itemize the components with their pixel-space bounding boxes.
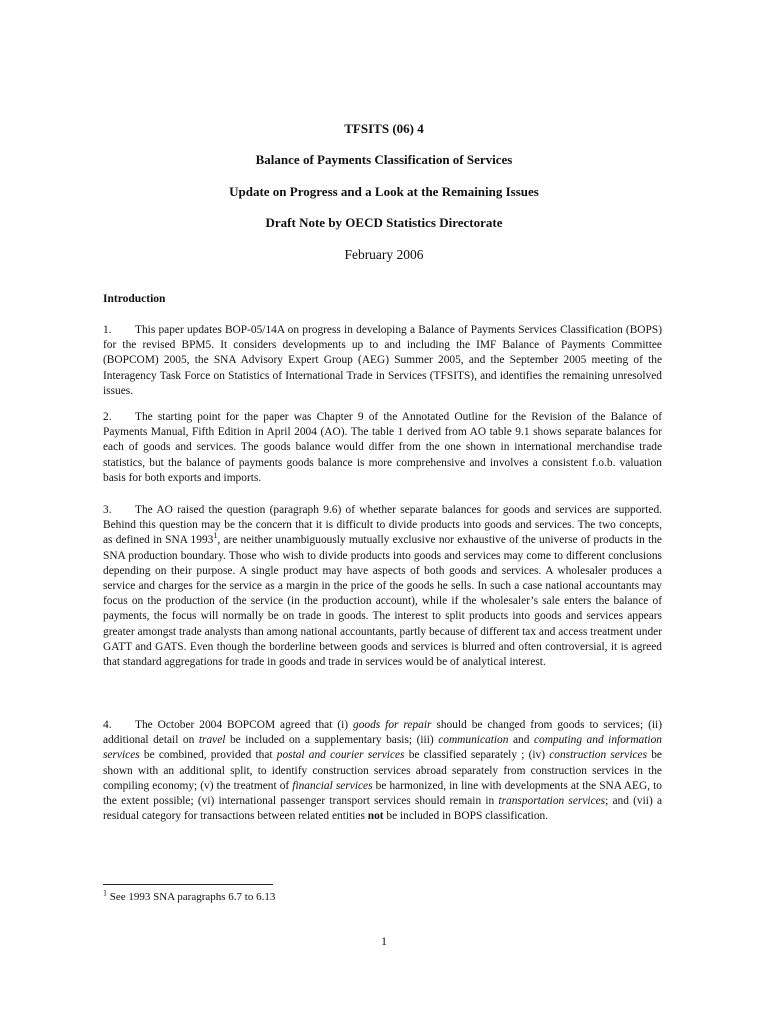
section-title-introduction: Introduction: [103, 293, 166, 305]
document-reference: TFSITS (06) 4: [344, 121, 424, 136]
document-title: Balance of Payments Classification of Services: [255, 152, 513, 167]
paragraph-number: 1.: [103, 324, 112, 336]
paragraph-text: and: [508, 734, 534, 747]
page-number: 1: [381, 934, 387, 948]
paragraph-text: be shown with an additional split, to identify construction services abroad separately from construction services in the compiling economy; (v) the treatment of: [103, 749, 662, 792]
paragraph-text: be classified separately ; (iv): [404, 749, 550, 762]
footnote: [103, 890, 275, 904]
paragraph-text: The AO raised the question (paragraph 9.6) of whether separate balances for goods and services are supported. Behind this question may be the concern that it is difficult to divide products into goods and services. The two concepts, as defined in SNA 1993: [103, 504, 662, 547]
term-goods-for-repair: goods for repair: [353, 719, 432, 731]
footnote-separator: [103, 884, 273, 885]
paragraph-text: be harmonized, in line with developments at the SNA AEG, to the extent possible; (vi) international passenger transport services should remain in: [103, 779, 663, 808]
term-communication: communication: [438, 734, 509, 747]
term-construction-services: construction services: [549, 749, 648, 762]
draft-note-heading: Draft Note by OECD Statistics Directorate: [265, 215, 503, 230]
paragraph-2: [103, 410, 662, 486]
document-subtitle: Update on Progress and a Look at the Remaining Issues: [229, 184, 539, 199]
paragraph-text-continued: , are neither unambiguously mutually exclusive nor exhaustive of the universe of products in the SNA production boundary. Those who wish to divide products into goods and services may come to different conclusions depending on their purpose. A single product may have aspects of both goods and services. A wholesaler produces a service and charges for the service as a margin in the price of the goods he sells. In such a case national accountants may focus on the production of the service (in the production account), while if the wholesaler’s sale enters the balance of payments, the focus will normally be on trade in goods. The interest to split products into goods and services appears greater amongst trade analysts than among national accountants, partly because of different tax and access treatment under GATT and GATS. Even though the borderline between goods and services is blurred and often controversial, it is agreed that standard aggregations for trade in goods and trade in services would be of analytical interest.: [103, 534, 662, 669]
footnote-text: See 1993 SNA paragraphs 6.7 to 6.13: [107, 891, 276, 903]
term-travel: travel: [198, 734, 226, 747]
term-financial-services: financial services: [292, 779, 373, 792]
paragraph-1: [103, 323, 662, 399]
paragraph-4: [103, 718, 662, 824]
emphasis-not: not: [367, 810, 384, 823]
paragraph-3: [103, 503, 662, 670]
footnote-reference[interactable]: 1: [213, 531, 218, 541]
paragraph-number: 4.: [103, 719, 112, 731]
paragraph-text: The October 2004 BOPCOM agreed that (i): [135, 719, 354, 731]
document-date: February 2006: [344, 247, 424, 262]
footnote-marker: 1: [103, 888, 107, 898]
paragraph-text: ; and (vii) a residual category for transactions between related entities: [103, 795, 662, 823]
paragraph-number: 3.: [103, 504, 112, 516]
paragraph-text: should be changed from goods to services; (ii) additional detail on: [103, 719, 662, 747]
paragraph-text: be included on a supplementary basis; (iii): [225, 734, 439, 747]
term-transportation-services: transportation services: [498, 795, 606, 808]
paragraph-text: be combined, provided that: [139, 749, 277, 762]
term-postal-courier-services: postal and courier services: [276, 749, 405, 762]
term-computing-information-services: computing and information services: [103, 734, 662, 762]
paragraph-number: 2.: [103, 411, 112, 423]
paragraph-text: This paper updates BOP-05/14A on progress in developing a Balance of Payments Services Classification (BOPS) for the revised BPM5. It considers developments up to and including the IMF Balance of Payments Committee (BOPCOM) 2005, the SNA Advisory Expert Group (AEG) Summer 2005, and the September 2005 meeting of the Interagency Task Force on Statistics of International Trade in Services (TFSITS), and identifies the remaining unresolved issues.: [103, 324, 662, 397]
paragraph-text: The starting point for the paper was Chapter 9 of the Annotated Outline for the Revision of the Balance of Payments Manual, Fifth Edition in April 2004 (AO). The table 1 derived from AO table 9.1 shows separate balances for each of goods and services. The goods balance would differ from the one shown in international merchandise trade statistics, but the balance of payments goods balance is more comprehensive and involves a consistent f.o.b. valuation basis for both exports and imports.: [103, 411, 662, 484]
paragraph-text: be included in BOPS classification.: [383, 810, 549, 823]
